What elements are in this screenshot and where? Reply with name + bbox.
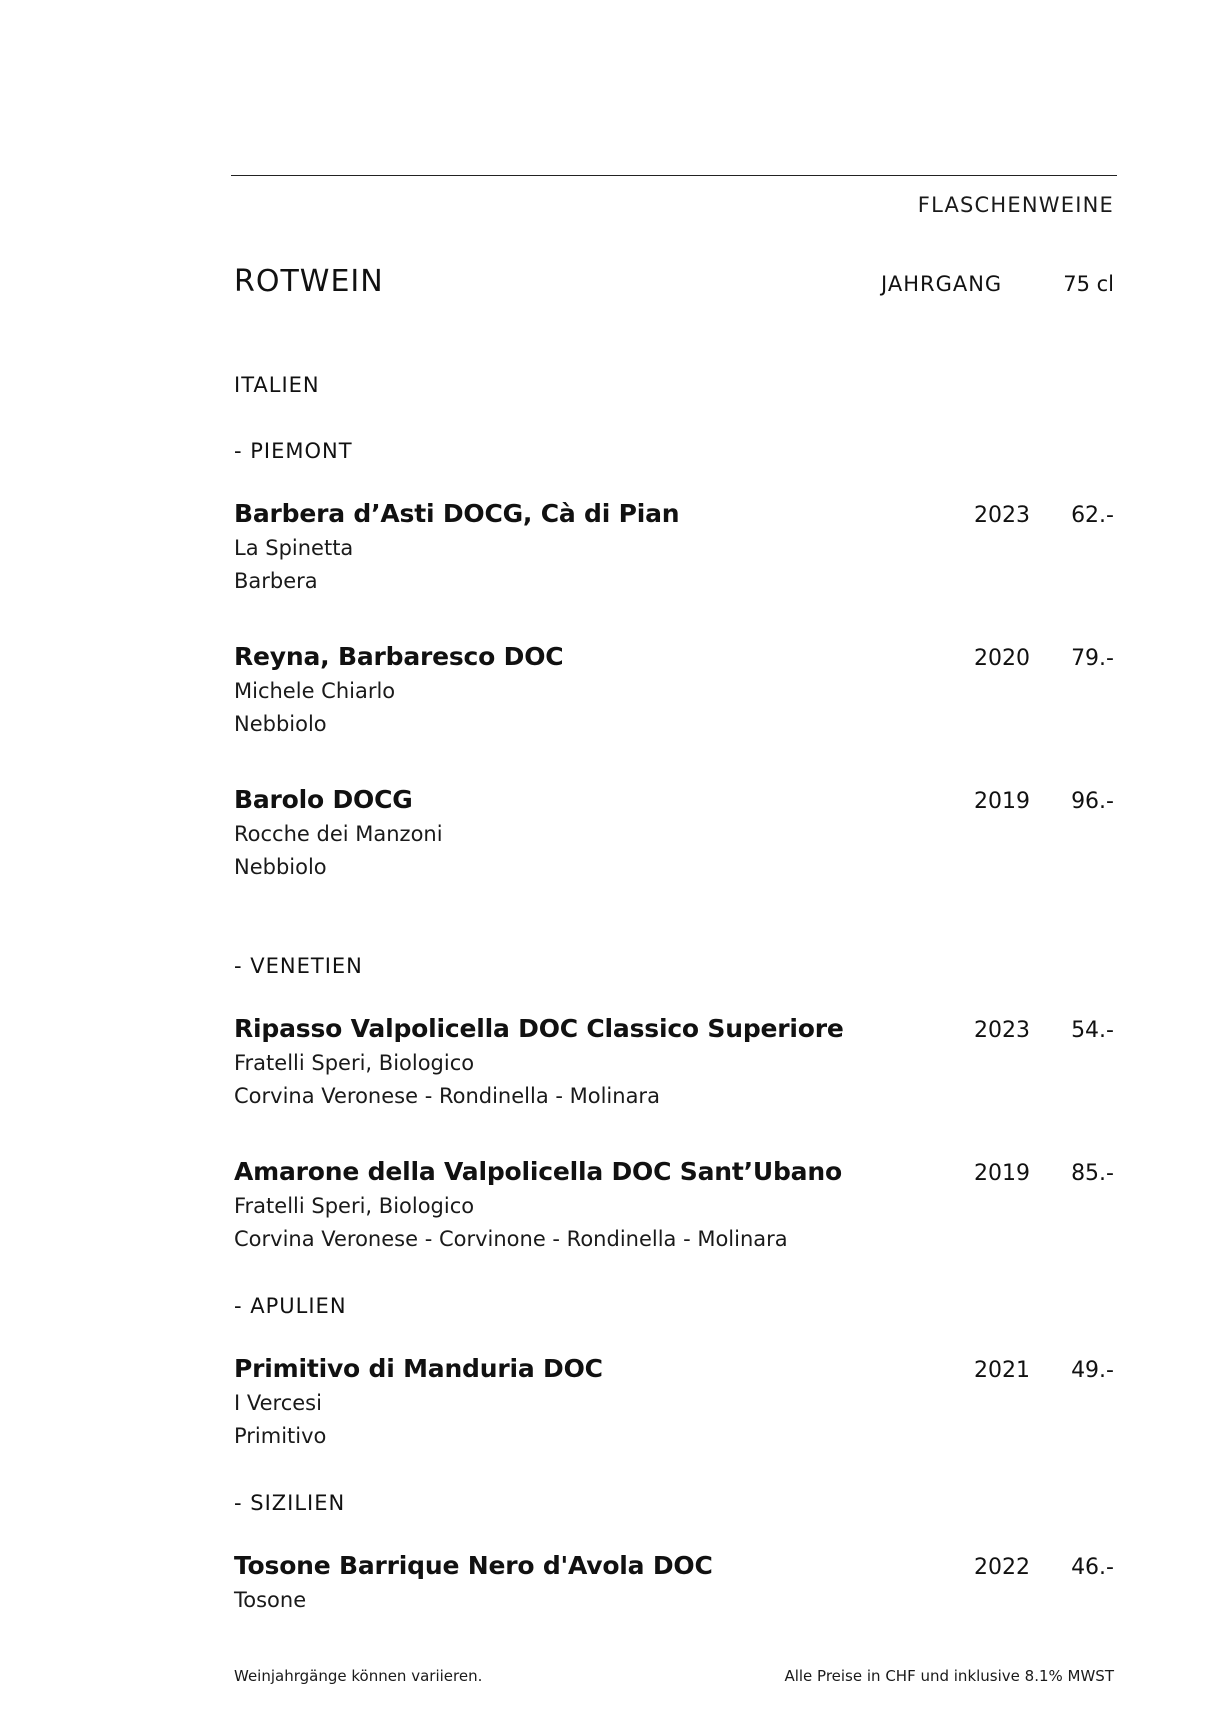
wine-grapes: Nebbiolo xyxy=(234,855,327,879)
footnote-prices: Alle Preise in CHF und inklusive 8.1% MWST xyxy=(784,1667,1114,1685)
wine-grapes: Corvina Veronese - Corvinone - Rondinella - Molinara xyxy=(234,1227,788,1251)
wine-producer: I Vercesi xyxy=(234,1391,322,1415)
wine-producer: Fratelli Speri, Biologico xyxy=(234,1051,475,1075)
wine-producer: Fratelli Speri, Biologico xyxy=(234,1194,475,1218)
wine-year: 2019 xyxy=(974,789,1030,814)
footnote-vintages: Weinjahrgänge können variieren. xyxy=(234,1667,483,1685)
wine-price: 54.- xyxy=(1071,1018,1114,1043)
wine-producer: Rocche dei Manzoni xyxy=(234,822,443,846)
wine-price: 46.- xyxy=(1071,1555,1114,1580)
wine-name: Ripasso Valpolicella DOC Classico Superiore xyxy=(234,1014,844,1043)
country-heading: ITALIEN xyxy=(234,373,320,397)
wine-year: 2021 xyxy=(974,1358,1030,1383)
category-label: FLASCHENWEINE xyxy=(917,193,1114,217)
wine-name: Barolo DOCG xyxy=(234,785,413,814)
wine-name: Primitivo di Manduria DOC xyxy=(234,1354,603,1383)
section-title: ROTWEIN xyxy=(234,264,384,299)
wine-grapes: Primitivo xyxy=(234,1424,327,1448)
wine-price: 85.- xyxy=(1071,1161,1114,1186)
region-heading-sizilien: - SIZILIEN xyxy=(234,1491,346,1515)
wine-price: 62.- xyxy=(1071,503,1114,528)
wine-price: 79.- xyxy=(1071,646,1114,671)
wine-grapes: Corvina Veronese - Rondinella - Molinara xyxy=(234,1084,660,1108)
region-heading-apulien: - APULIEN xyxy=(234,1294,347,1318)
header-divider xyxy=(231,175,1117,176)
wine-name: Reyna, Barbaresco DOC xyxy=(234,642,564,671)
wine-year: 2023 xyxy=(974,1018,1030,1043)
wine-year: 2023 xyxy=(974,503,1030,528)
wine-grapes: Barbera xyxy=(234,569,318,593)
wine-grapes: Nebbiolo xyxy=(234,712,327,736)
wine-producer: La Spinetta xyxy=(234,536,354,560)
wine-name: Barbera d’Asti DOCG, Cà di Pian xyxy=(234,499,680,528)
wine-year: 2020 xyxy=(974,646,1030,671)
wine-year: 2019 xyxy=(974,1161,1030,1186)
column-header-size: 75 cl xyxy=(1063,272,1114,296)
wine-price: 96.- xyxy=(1071,789,1114,814)
wine-name: Amarone della Valpolicella DOC Sant’Ubano xyxy=(234,1157,842,1186)
wine-producer: Michele Chiarlo xyxy=(234,679,396,703)
wine-price: 49.- xyxy=(1071,1358,1114,1383)
region-heading-venetien: - VENETIEN xyxy=(234,954,363,978)
wine-year: 2022 xyxy=(974,1555,1030,1580)
wine-producer: Tosone xyxy=(234,1588,307,1612)
region-heading-piemont: - PIEMONT xyxy=(234,439,353,463)
column-header-year: JAHRGANG xyxy=(881,272,1003,296)
wine-name: Tosone Barrique Nero d'Avola DOC xyxy=(234,1551,713,1580)
